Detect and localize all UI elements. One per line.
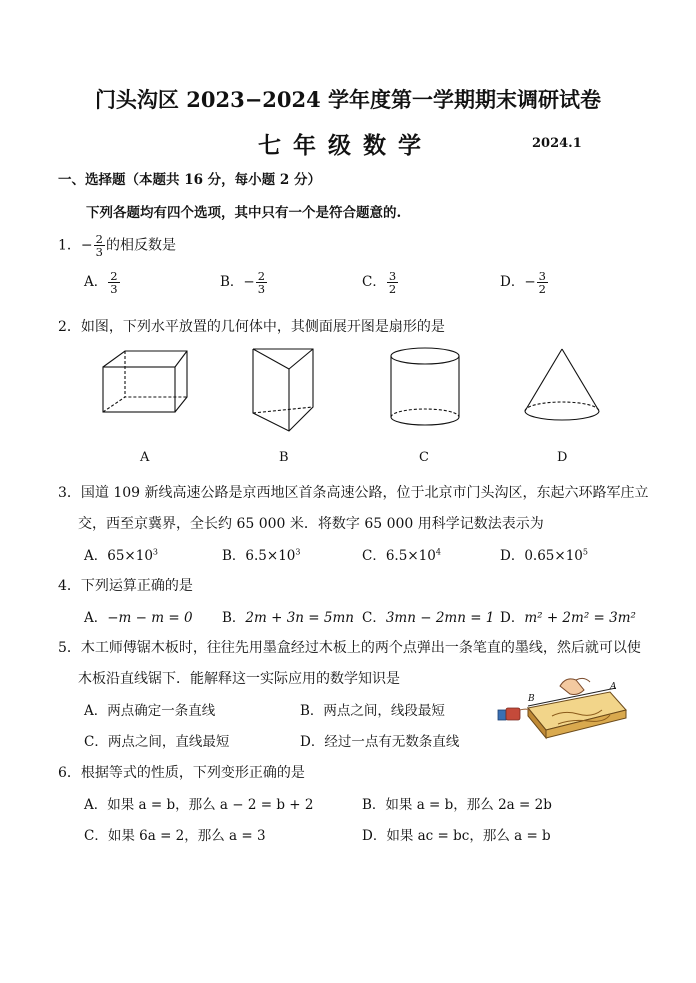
question-4: 4．下列运算正确的是	[58, 578, 193, 594]
cuboid-figure	[95, 345, 195, 420]
option-label: D．	[500, 548, 525, 564]
exponent: 4	[435, 547, 441, 557]
q1-option-c[interactable]	[362, 270, 399, 295]
option-expr: 3mn − 2mn = 1	[385, 610, 495, 626]
q1-option-a[interactable]	[84, 270, 121, 295]
numerator: 3	[538, 269, 546, 283]
option-label: D．	[500, 274, 525, 290]
neg-sign: −	[80, 237, 93, 254]
option-label: C．	[84, 734, 108, 750]
exam-date: 2024.1	[532, 136, 582, 151]
figure-label-b: B	[279, 450, 289, 465]
question-1	[58, 233, 176, 258]
option-label: D．	[300, 734, 325, 750]
numerator: 2	[95, 232, 103, 246]
sign: −	[243, 274, 255, 290]
q3-option-a[interactable]	[84, 544, 158, 564]
option-text: 如果 ac = bc，那么 a = b	[386, 828, 551, 844]
question-5-line1: 5．木工师傅锯木板时，往往先用墨盒经过木板上的两个点弹出一条笔直的墨线，然后就可以使	[58, 640, 641, 656]
q6-option-a[interactable]	[84, 793, 313, 813]
option-text: 如果 a = b，那么 a − 2 = b + 2	[107, 797, 314, 813]
numerator: 2	[257, 269, 266, 283]
option-label: B．	[362, 797, 386, 813]
q3-option-c[interactable]	[362, 544, 441, 564]
option-expr: m² + 2m² = 3m²	[524, 610, 636, 626]
option-text: 如果 6a = 2，那么 a = 3	[107, 828, 266, 844]
option-base: 65×10	[107, 548, 153, 564]
question-3-line2: 交，西至京冀界，全长约 65 000 米．将数字 65 000 用科学记数法表示为	[78, 516, 544, 532]
q4-option-d[interactable]	[500, 606, 636, 626]
denominator: 2	[388, 282, 397, 296]
option-label: A．	[84, 797, 108, 813]
q4-option-c[interactable]	[362, 606, 494, 626]
q5-option-c[interactable]	[84, 730, 229, 750]
q4-option-b[interactable]	[222, 606, 354, 626]
option-label: C．	[362, 274, 386, 290]
question-text: 的相反数是	[105, 237, 176, 254]
question-6: 6．根据等式的性质，下列变形正确的是	[58, 765, 305, 781]
figure-label-d: D	[557, 450, 568, 465]
exponent: 3	[295, 547, 301, 557]
question-number: 1．	[58, 237, 81, 254]
option-label: B．	[222, 610, 246, 626]
figure-label-c: C	[419, 450, 429, 465]
cone-figure	[520, 345, 604, 425]
option-label: A．	[84, 610, 108, 626]
q6-option-b[interactable]	[362, 793, 552, 813]
option-text: 经过一点有无数条直线	[324, 734, 460, 750]
fraction	[537, 270, 548, 295]
q6-option-c[interactable]	[84, 824, 266, 844]
q5-option-a[interactable]	[84, 699, 215, 719]
exam-subtitle: 七年级数学	[258, 132, 433, 159]
fraction	[256, 270, 267, 295]
numerator: 2	[110, 269, 118, 283]
option-label: B．	[220, 274, 244, 290]
option-label: B．	[222, 548, 246, 564]
denominator: 3	[110, 282, 118, 296]
figure-label-a: A	[140, 450, 150, 465]
question-3-line1: 3．国道 109 新线高速公路是京西地区首条高速公路，位于北京市门头沟区，东起六环路军庄立	[58, 485, 649, 501]
fraction	[387, 270, 398, 295]
option-label: D．	[500, 610, 525, 626]
q3-option-d[interactable]	[500, 544, 588, 564]
option-text: 两点之间，线段最短	[323, 703, 445, 719]
fraction	[94, 233, 105, 258]
exponent: 3	[152, 547, 159, 557]
sign: −	[524, 274, 536, 290]
option-base: 6.5×10	[245, 548, 296, 564]
option-label: D．	[362, 828, 387, 844]
option-label: A．	[84, 548, 108, 564]
cylinder-figure	[385, 345, 465, 430]
carpenter-chalk-line-illustration	[492, 668, 632, 740]
option-base: 0.65×10	[524, 548, 583, 564]
q1-option-b[interactable]	[220, 270, 268, 295]
option-label: C．	[362, 548, 386, 564]
option-label: A．	[84, 703, 108, 719]
q4-option-a[interactable]	[84, 606, 193, 626]
option-label: C．	[84, 828, 108, 844]
option-label: C．	[362, 610, 386, 626]
triangular-prism-figure	[245, 345, 320, 435]
option-base: 6.5×10	[385, 548, 436, 564]
q5-option-d[interactable]	[300, 730, 459, 750]
question-5-line2: 木板沿直线锯下．能解释这一实际应用的数学知识是	[78, 671, 400, 687]
option-label: B．	[300, 703, 324, 719]
section-instruction: 下列各题均有四个选项，其中只有一个是符合题意的.	[86, 205, 402, 221]
q1-option-d[interactable]	[500, 270, 549, 295]
illustration-label-a: A	[610, 682, 617, 692]
q5-option-b[interactable]	[300, 699, 445, 719]
option-expr: −m − m = 0	[107, 610, 193, 626]
option-label: A．	[84, 274, 108, 290]
exponent: 5	[582, 547, 588, 557]
option-text: 如果 a = b，那么 2a = 2b	[385, 797, 552, 813]
fraction	[108, 270, 119, 295]
question-2: 2．如图，下列水平放置的几何体中，其侧面展开图是扇形的是	[58, 319, 445, 335]
denominator: 2	[538, 282, 546, 296]
option-text: 两点之间，直线最短	[107, 734, 230, 750]
q3-option-b[interactable]	[222, 544, 300, 564]
denominator: 3	[95, 245, 103, 259]
option-text: 两点确定一条直线	[107, 703, 216, 719]
q6-option-d[interactable]	[362, 824, 551, 844]
exam-title: 门头沟区 2023−2024 学年度第一学期期末调研试卷	[94, 87, 602, 112]
illustration-label-b: B	[528, 694, 535, 704]
option-expr: 2m + 3n = 5mn	[245, 610, 354, 626]
section-heading: 一、选择题（本题共 16 分，每小题 2 分）	[58, 172, 321, 188]
denominator: 3	[257, 282, 266, 296]
numerator: 3	[388, 269, 397, 283]
